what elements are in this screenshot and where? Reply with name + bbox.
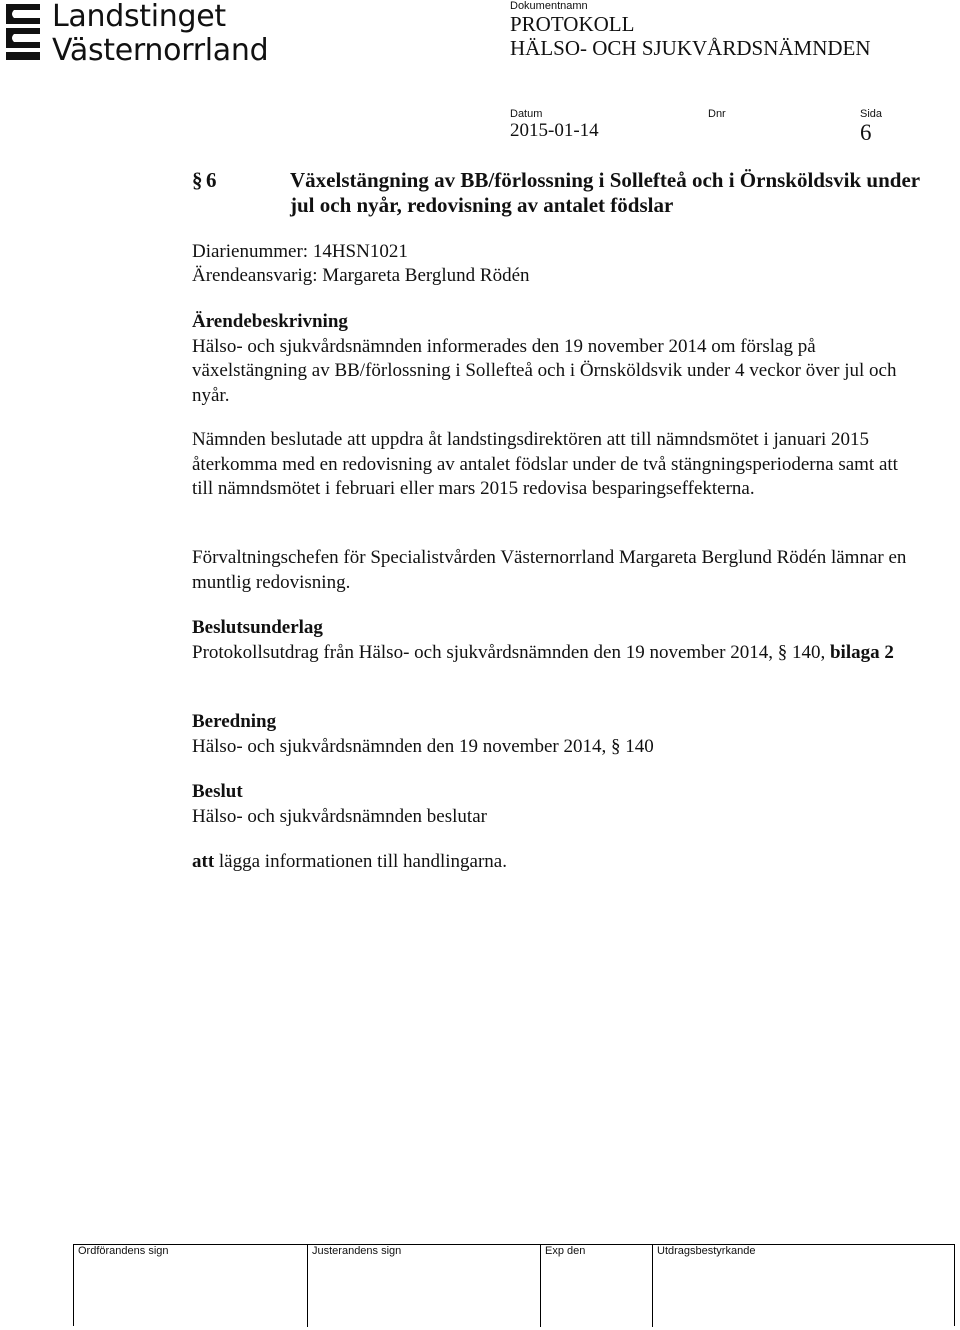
dnr-label: Dnr [708, 108, 726, 120]
logo-line-1: Landstinget [52, 0, 226, 34]
nämnd-decision-paragraph: Nämnden beslutade att uppdra åt landstingsdirektören att till nämndsmötet i januari 2015 återkomma med en redovisning av antalet födslar under de två stängningsperioderna samt att till nämndsmötet i februari eller mars 2015 redovisa besparingseffekterna. [192, 429, 898, 499]
item-title: Växelstängning av BB/förlossning i Sollefteå och i Örnsköldsvik under jul och nyår, redovisning av antalet födslar [290, 168, 920, 217]
logo-wordmark [52, 0, 268, 68]
forvaltning-paragraph: Förvaltningschefen för Specialistvården Västernorrland Margareta Berglund Rödén lämnar en muntlig redovisning. [192, 547, 907, 593]
item-number: 6 [206, 168, 217, 192]
arendebeskrivning-text: Hälso- och sjukvårdsnämnden informerades den 19 november 2014 om förslag på växelstängning av BB/förlossning i Sollefteå och i Örnsköldsvik under 4 veckor över jul och nyår. [192, 335, 897, 406]
beslut-heading: Beslut [192, 781, 243, 802]
organization-logo [0, 0, 290, 72]
document-type: PROTOKOLL [510, 12, 635, 36]
beredning-heading: Beredning [192, 711, 277, 732]
beredning-section [192, 710, 912, 759]
diarienummer: Diarienummer: 14HSN1021 [192, 241, 408, 262]
arendeansvarig: Ärendeansvarig: Margareta Berglund Rödén [192, 265, 530, 286]
att-text: lägga informationen till handlingarna. [218, 851, 507, 872]
document-name-label: Dokumentnamn [510, 0, 588, 12]
beslutsunderlag-text: Protokollsutdrag från Hälso- och sjukvårdsnämnden den 19 november 2014, § 140, [192, 641, 826, 663]
beslut-text: Hälso- och sjukvårdsnämnden beslutar [192, 805, 487, 827]
arendebeskrivning-heading: Ärendebeskrivning [192, 311, 348, 332]
beslutsunderlag-bilaga: bilaga 2 [829, 641, 894, 663]
paragraph-symbol: § [192, 168, 203, 192]
beredning-text: Hälso- och sjukvårdsnämnden den 19 november 2014, § 140 [192, 735, 654, 757]
footer-ordforande-sign: Ordförandens sign [78, 1245, 169, 1257]
att-label: att [192, 851, 215, 872]
date-label: Datum [510, 108, 543, 120]
footer-utdragsbestyrkande: Utdragsbestyrkande [652, 1245, 954, 1327]
beslutsunderlag-heading: Beslutsunderlag [192, 617, 323, 638]
committee-name: HÄLSO- OCH SJUKVÅRDSNÄMNDEN [510, 36, 871, 60]
landstinget-logo-icon [0, 0, 46, 64]
page-label: Sida [860, 108, 883, 120]
beslutsunderlag-section [192, 616, 912, 665]
footer-exp-den: Exp den [540, 1245, 652, 1327]
page-number: 6 [860, 120, 872, 145]
footer-justerande-sign: Justerandens sign [307, 1245, 540, 1327]
arendebeskrivning-section [192, 310, 912, 408]
signature-footer [73, 1244, 955, 1326]
att-clause [192, 850, 912, 875]
beslut-section [192, 780, 912, 829]
logo-line-2: Västernorrland [52, 33, 269, 68]
meeting-date: 2015-01-14 [510, 120, 599, 141]
